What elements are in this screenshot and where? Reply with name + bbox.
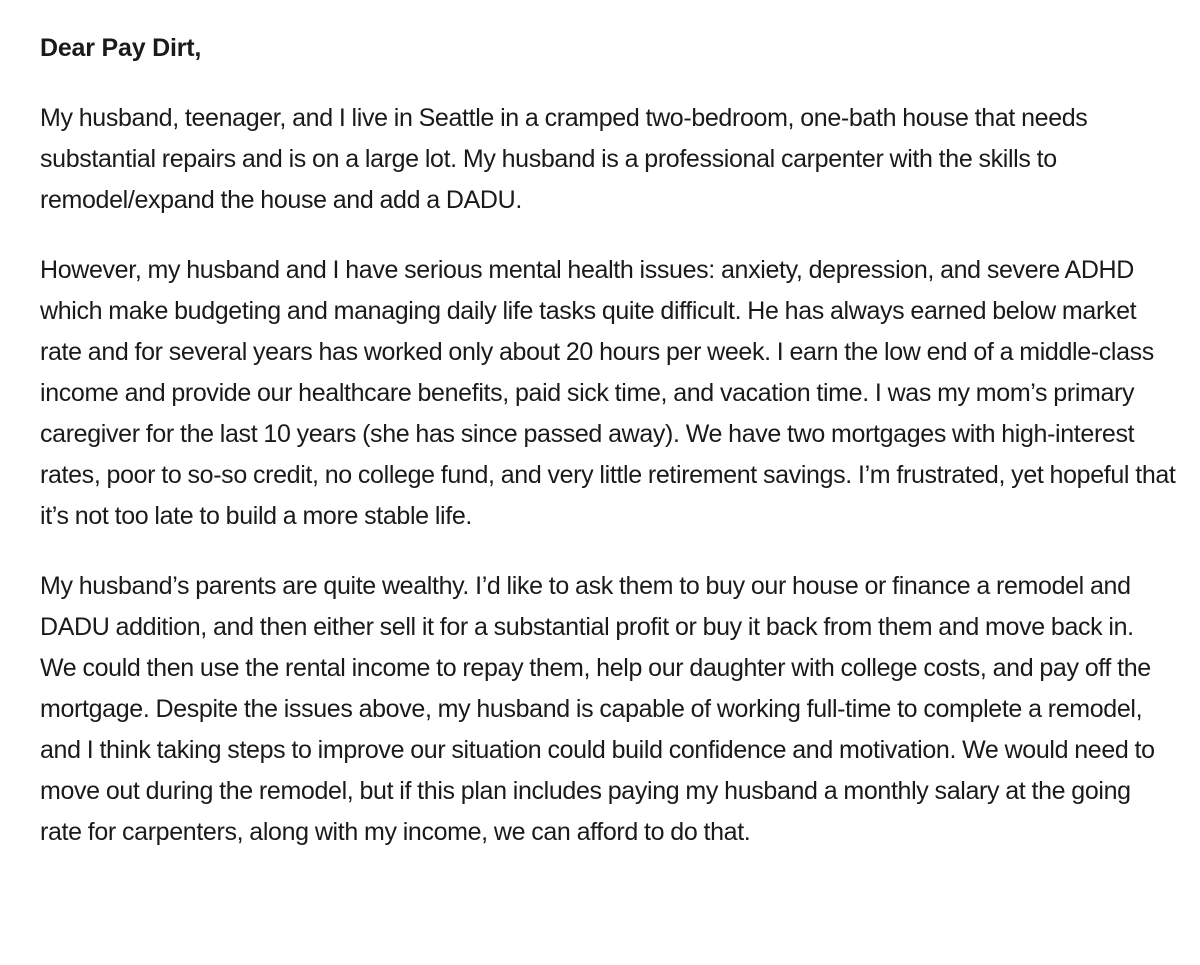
letter-paragraph-1: My husband, teenager, and I live in Seattle in a cramped two-bedroom, one-bath house that needs substantial repairs and is on a large lot. My husband is a professional carpenter with the skills to remodel/expand the house and add a DADU. xyxy=(40,104,1088,214)
letter-greeting: Dear Pay Dirt, xyxy=(40,34,202,62)
letter-paragraph-3: My husband’s parents are quite wealthy. I’d like to ask them to buy our house or finance a remodel and DADU addition, and then either sell it for a substantial profit or buy it back from them and move back in. We could then use the rental income to repay them, help our daughter with college costs, and pay off the mortgage. Despite the issues above, my husband is capable of working full-time to complete a remodel, and I think taking steps to improve our situation could build confidence and motivation. We would need to move out during the remodel, but if this plan includes paying my husband a monthly salary at the going rate for carpenters, along with my income, we can afford to do that. xyxy=(40,572,1155,846)
letter-paragraph-2: However, my husband and I have serious mental health issues: anxiety, depression, and severe ADHD which make budgeting and managing daily life tasks quite difficult. He has always earned below market rate and for several years has worked only about 20 hours per week. I earn the low end of a middle-class income and provide our healthcare benefits, paid sick time, and vacation time. I was my mom’s primary caregiver for the last 10 years (she has since passed away). We have two mortgages with high-interest rates, poor to so-so credit, no college fund, and very little retirement savings. I’m frustrated, yet hopeful that it’s not too late to build a more stable life. xyxy=(40,256,1176,530)
